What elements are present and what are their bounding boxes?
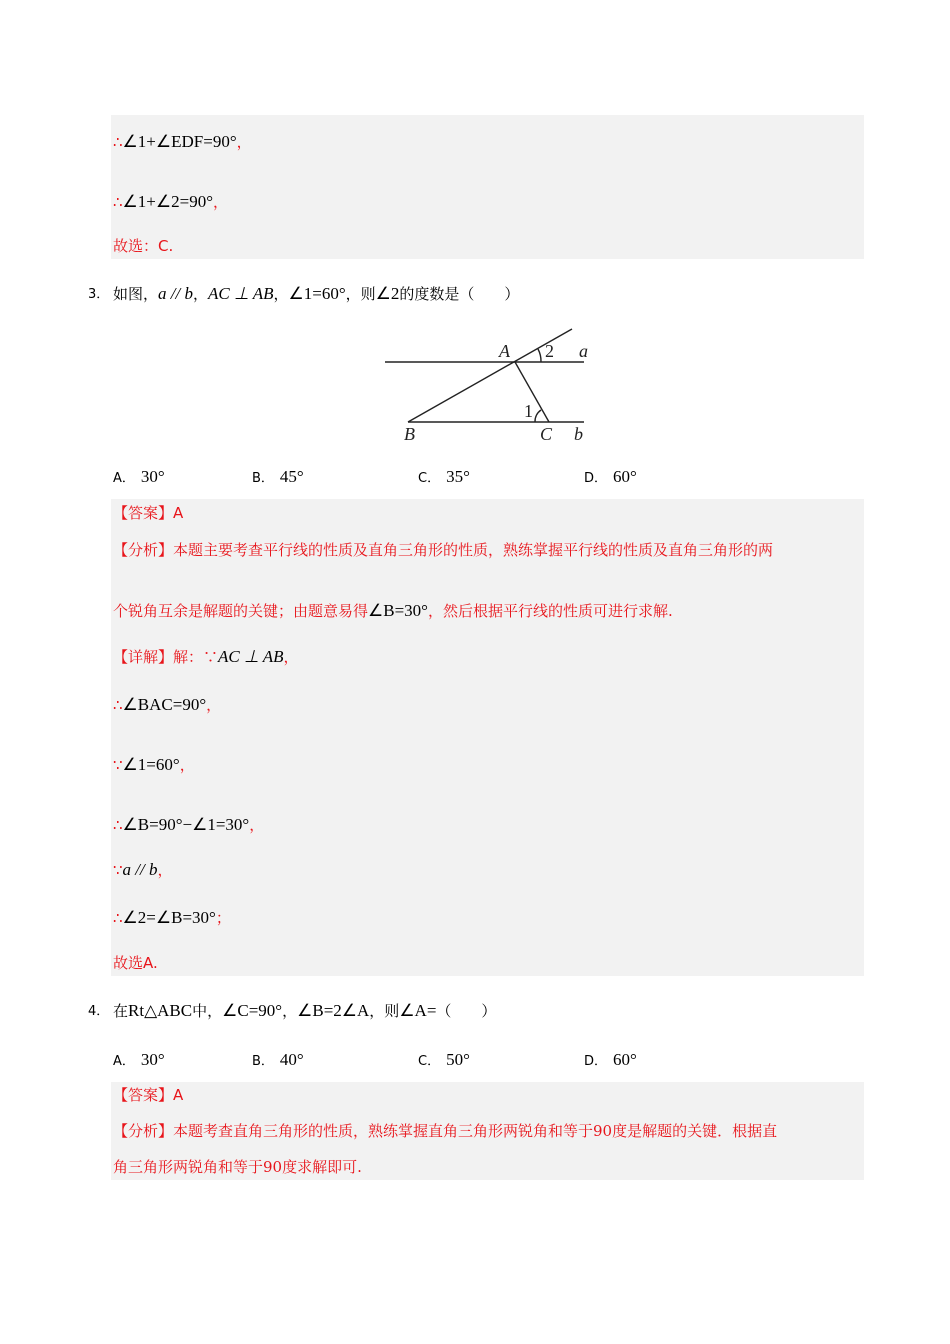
- q4-answer: 【答案】A: [113, 1086, 184, 1104]
- q3-option-c[interactable]: C． 35°: [418, 467, 470, 486]
- q3-detail-intro: 【详解】解：∵AC ⊥ AB，: [113, 647, 299, 666]
- q3-analysis-line-2: 个锐角互余是解题的关键；由题意易得∠B=30°，然后根据平行线的性质可进行求解.: [113, 601, 673, 620]
- svg-text:1: 1: [524, 401, 533, 421]
- svg-text:B: B: [404, 424, 415, 444]
- q3-detail-step-1: ∴∠BAC=90°，: [113, 695, 222, 714]
- angle-1-arc: [535, 410, 541, 422]
- q3-option-b[interactable]: B． 45°: [252, 467, 304, 486]
- question-4-number: 4．: [88, 1004, 110, 1019]
- prev-solution-choice: 故选：C.: [113, 237, 174, 255]
- svg-text:b: b: [574, 424, 583, 444]
- svg-text:2: 2: [545, 341, 554, 361]
- q4-analysis-line-1: 【分析】本题考查直角三角形的性质，熟练掌握直角三角形两锐角和等于90度是解题的关键．根据直: [113, 1122, 778, 1140]
- q3-detail-step-5: ∴∠2=∠B=30°；: [113, 908, 231, 927]
- prev-solution-line-2: ∴∠1+∠2=90°，: [113, 192, 229, 211]
- q3-option-d[interactable]: D． 60°: [584, 467, 637, 486]
- q4-option-a[interactable]: A． 30°: [113, 1050, 165, 1069]
- q3-detail-step-3: ∴∠B=90°−∠1=30°，: [113, 815, 265, 834]
- geometry-figure: [380, 322, 600, 448]
- question-3-number: 3．: [88, 287, 110, 302]
- angle-2-arc: [538, 349, 541, 362]
- q4-analysis-line-2: 角三角形两锐角和等于90度求解即可.: [113, 1158, 362, 1176]
- q4-option-b[interactable]: B． 40°: [252, 1050, 304, 1069]
- question-4-stem: 在Rt△ABC中，∠C=90°，∠B=2∠A，则∠A=（ ）: [113, 1001, 497, 1020]
- svg-text:C: C: [540, 424, 553, 444]
- q3-detail-step-2: ∵∠1=60°，: [113, 755, 195, 774]
- svg-text:a: a: [579, 341, 588, 361]
- q3-solution-box: [111, 499, 864, 976]
- prev-solution-line-1: ∴∠1+∠EDF=90°，: [113, 132, 252, 151]
- q4-option-d[interactable]: D． 60°: [584, 1050, 637, 1069]
- question-3-stem: 如图，a // b，AC ⊥ AB，∠1=60°，则∠2的度数是（ ）: [113, 284, 520, 303]
- q3-analysis-line-1: 【分析】本题主要考查平行线的性质及直角三角形的性质，熟练掌握平行线的性质及直角三角形的两: [113, 541, 774, 559]
- q4-option-c[interactable]: C． 50°: [418, 1050, 470, 1069]
- q3-detail-step-4: ∵a // b，: [113, 860, 173, 879]
- q3-choice: 故选A.: [113, 954, 158, 972]
- q3-answer: 【答案】A: [113, 504, 184, 522]
- q3-option-a[interactable]: A． 30°: [113, 467, 165, 486]
- svg-text:A: A: [499, 341, 510, 361]
